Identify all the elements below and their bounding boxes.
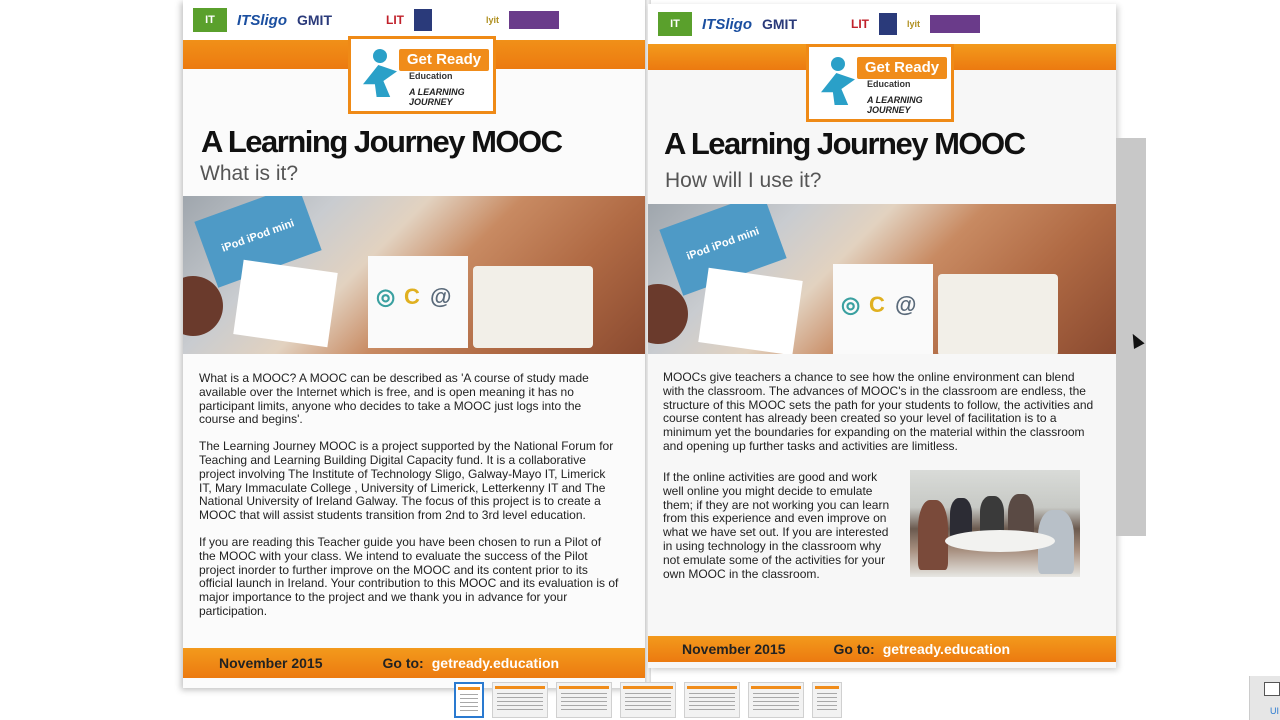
brand-subtitle: Education (409, 71, 453, 81)
goto-label: Go to: (833, 641, 875, 657)
logo-it: IT (658, 12, 692, 36)
thumbnail-page-3[interactable] (556, 682, 612, 718)
logo-it: IT (193, 8, 227, 32)
person-icon (359, 47, 399, 101)
logo-mic-crest (414, 9, 432, 31)
thumbnail-page-4[interactable] (620, 682, 676, 718)
page-subtitle: What is it? (200, 162, 299, 185)
corner-widget[interactable] (1249, 676, 1280, 720)
meeting-table (945, 530, 1055, 552)
partner-logos (648, 4, 1116, 44)
thumbnail-page-2[interactable] (492, 682, 548, 718)
open-book (473, 266, 593, 348)
brand-subtitle: Education (867, 79, 911, 89)
left-page[interactable] (183, 0, 647, 688)
corner-widget-label: UI (1270, 706, 1279, 716)
footer-url[interactable]: getready.education (882, 641, 1011, 657)
thumbnail-page-7[interactable] (812, 682, 842, 718)
classroom-photo (910, 470, 1080, 577)
thumbnail-page-1[interactable] (454, 682, 484, 718)
notepad (233, 260, 338, 347)
page-subtitle: How will I use it? (665, 169, 822, 192)
ipod-box: iPod iPod mini (194, 196, 321, 288)
brand-logo (806, 44, 954, 122)
paragraph: The Learning Journey MOOC is a project supported by the National Forum for Teaching and Learning Building Digital Capacity fund. It is a collaborative project involving The Institute of Technology Sligo, Galway-Mayo IT, Limerick IT, Mary Immaculate College , University of Limerick, Letterkenny IT and The National University of Ireland Galway. The focus of this project is to create a MOOC that will assist students transition from 2nd to 3rd level education. (199, 439, 614, 523)
logo-mic-crest (879, 13, 897, 35)
brand-title: Get Ready (857, 57, 947, 79)
book: ◎ C @ (833, 264, 933, 354)
thumbnail-page-5[interactable] (684, 682, 740, 718)
page-thumbnails (454, 682, 842, 718)
left-body-text (199, 372, 619, 632)
logo-lyit: lyit (907, 19, 921, 29)
goto-label: Go to: (382, 655, 424, 671)
logo-gmit: GMIT (762, 16, 797, 32)
brand-tagline: A LEARNING JOURNEY (409, 87, 465, 107)
logo-nuig (509, 11, 559, 29)
logo-lit: LIT (386, 13, 404, 27)
window-icon (1264, 682, 1280, 696)
right-intro-text: MOOCs give teachers a chance to see how the online environment can blend with the classroom. The advances of MOOC's in the classroom are endless, the structure of this MOOC sets the path for your students to follow, the activities and course content has already been created so your level of facilitation is to a minimum yet the boundaries for expanding on the material within the classroom and opening up further tasks and activities are limitless. (663, 370, 1094, 453)
footer-date: November 2015 (682, 641, 786, 657)
paragraph: If you are reading this Teacher guide you have been chosen to run a Pilot of the MOOC with your class. We intend to evaluate the success of the Pilot project inorder to further improve on the MOOC and its content prior to its official launch in Ireland. Your contribution to this MOOC and its evaluation is of major importance to the project and we thank you in advance for your participation. (199, 534, 619, 618)
logo-nuig (930, 15, 980, 33)
thumbnail-page-6[interactable] (748, 682, 804, 718)
partner-logos (183, 0, 647, 40)
open-book (938, 274, 1058, 354)
brand-title: Get Ready (399, 49, 489, 71)
book: ◎ C @ (368, 256, 468, 348)
logo-gmit: GMIT (297, 12, 332, 28)
brand-logo (348, 36, 496, 114)
logo-sligo: ITSligo (237, 11, 287, 29)
paragraph: What is a MOOC? A MOOC can be described as 'A course of study made available over the Internet which is free, and is open meaning it has no participant limits, anyone who decides to take a MOOC just logs into the course and begins'. (199, 371, 589, 427)
footer-band (183, 648, 647, 678)
logo-sligo: ITSligo (702, 15, 752, 33)
right-page[interactable] (648, 4, 1116, 668)
person-icon (817, 55, 857, 109)
logo-lyit: lyit (486, 15, 500, 25)
page-title: A Learning Journey MOOC (201, 124, 562, 159)
right-column-text: If the online activities are good and work well online you might decide to emulate them; if they are not working you can learn from this experience and even improve on what we have set out. If you are interested in using technology in the classroom why not emulate some of the activities for your own MOOC in the classroom. (663, 470, 890, 581)
footer-band (648, 636, 1116, 662)
desk-photo (183, 196, 647, 354)
notepad (698, 268, 803, 354)
logo-lit: LIT (851, 17, 869, 31)
brand-tagline: A LEARNING JOURNEY (867, 95, 923, 115)
ipod-box: iPod iPod mini (659, 204, 786, 296)
desk-photo (648, 204, 1116, 354)
footer-date: November 2015 (219, 655, 323, 671)
page-title: A Learning Journey MOOC (664, 126, 1025, 161)
footer-url[interactable]: getready.education (431, 655, 560, 671)
